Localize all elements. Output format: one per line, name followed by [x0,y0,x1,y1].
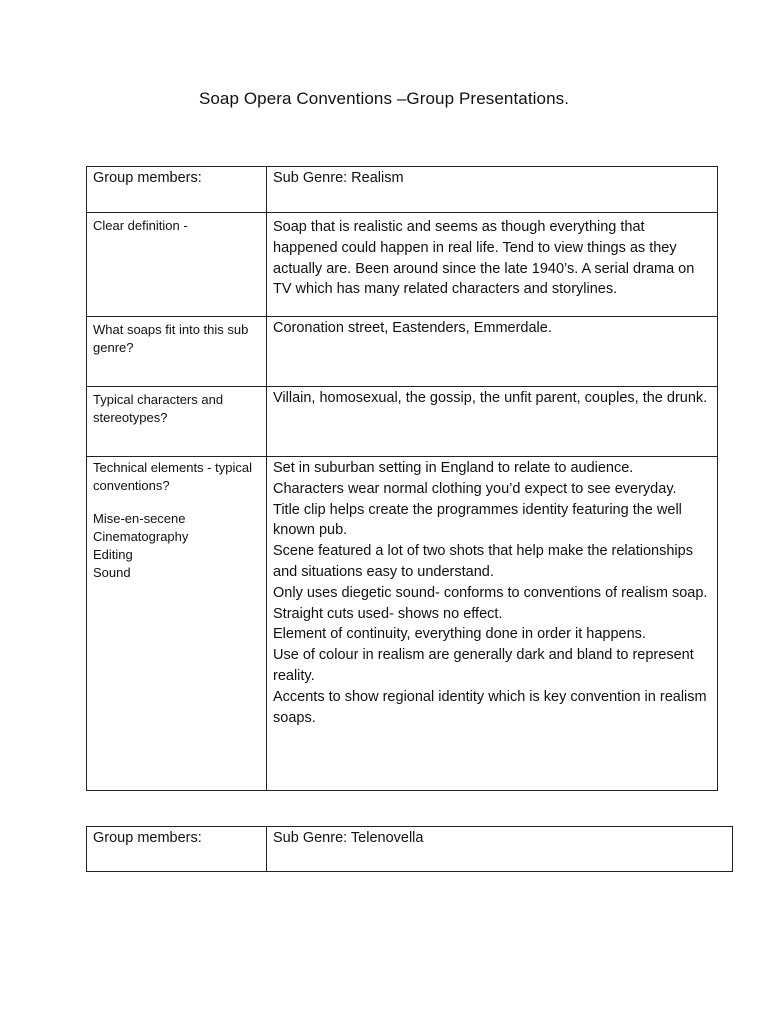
row-value-characters: Villain, homosexual, the gossip, the unfit parent, couples, the drunk. [273,390,708,406]
technical-sublabels [93,510,260,582]
technical-line: Scene featured a lot of two shots that help make the relationships and situations easy to understand. [273,543,693,580]
technical-line: Only uses diegetic sound- conforms to conventions of realism soap. [273,584,708,601]
technical-line: Characters wear normal clothing you’d expect to see everyday. [273,480,677,497]
row-label-soaps: What soaps fit into this sub genre? [93,322,249,355]
technical-line: Title clip helps create the programmes identity featuring the well known pub. [273,501,682,539]
row-label-technical [87,457,266,582]
row-value-soaps: Coronation street, Eastenders, Emmerdale. [273,320,552,336]
telenovella-table [86,826,733,872]
row-value-technical [267,457,717,728]
sublabel-sound: Sound [93,565,131,580]
table-row [87,213,718,317]
technical-line: Accents to show regional identity which is key convention in realism soaps. [273,688,707,726]
realism-table [86,166,718,791]
row-label-definition: Clear definition - [93,218,188,233]
table-header-row [87,167,718,213]
technical-line: Element of continuity, everything done in order it happens. [273,626,646,643]
row-label-characters: Typical characters and stereotypes? [93,392,224,425]
technical-line: Use of colour in realism are generally dark and bland to represent reality. [273,647,694,684]
technical-line: Set in suburban setting in England to relate to audience. [273,460,634,476]
group-members-label: Group members: [93,170,202,186]
header-cell-right [267,167,718,213]
table-row [87,457,718,791]
table-row [87,317,718,387]
group-members-label: Group members: [93,830,202,846]
table-header-row [87,827,733,872]
technical-line: Straight cuts used- shows no effect. [273,605,503,622]
sublabel-cinematography: Cinematography [93,529,189,544]
sublabel-editing: Editing [93,547,133,562]
sub-genre-label: Sub Genre: Realism [273,170,404,186]
document-title: Soap Opera Conventions –Group Presentations. [198,89,570,108]
header-cell-left [87,167,267,213]
table-row [87,387,718,457]
sub-genre-label: Sub Genre: Telenovella [273,830,424,846]
row-value-definition: Soap that is realistic and seems as though everything that happened could happen in real life. Tend to view things as they actually are. Been around since the late 1940’s. A serial drama on TV which has many related characters and storylines. [273,219,695,298]
sublabel-mise-en-scene: Mise-en-secene [93,511,186,526]
technical-label: Technical elements - typical conventions? [93,460,252,493]
